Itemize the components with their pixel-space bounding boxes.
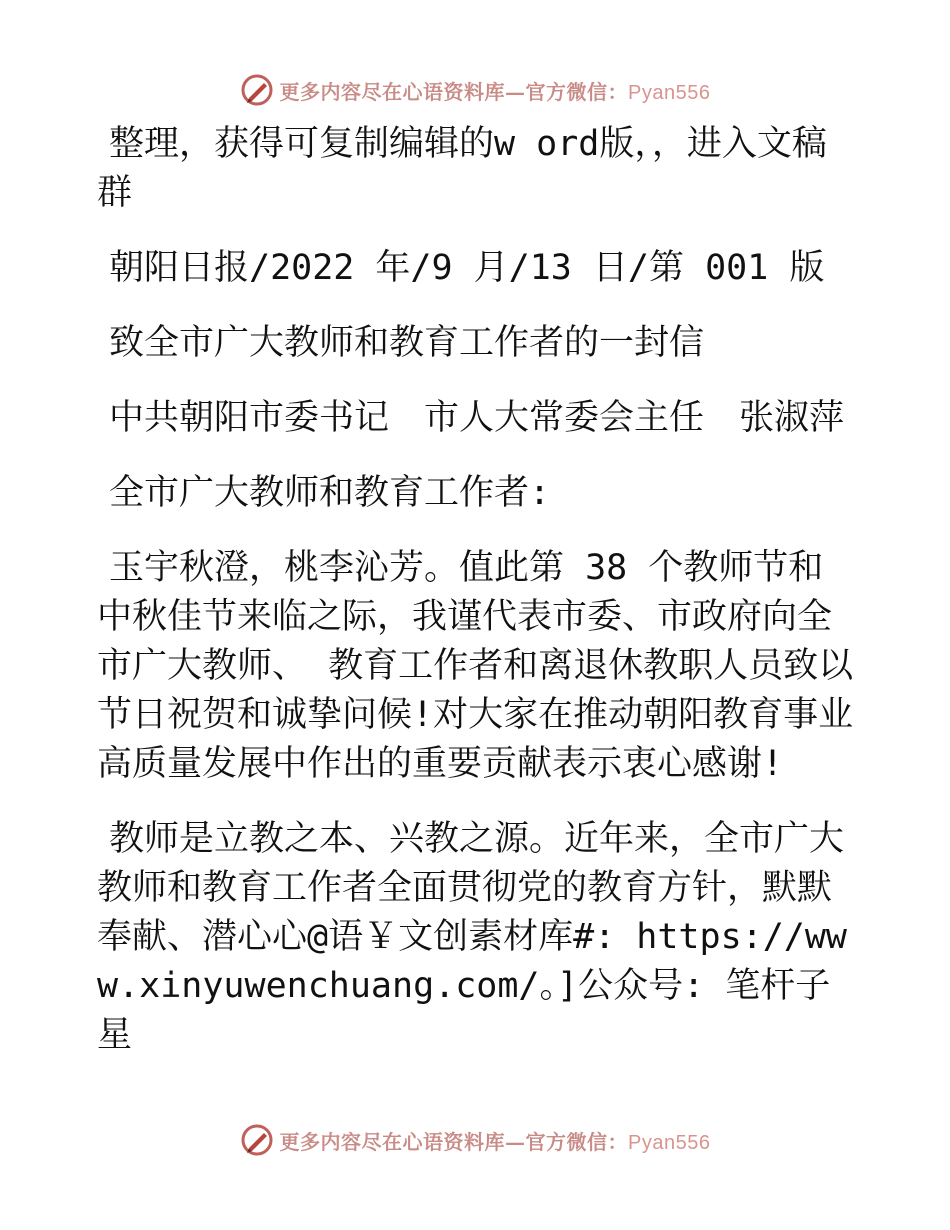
paragraph-source: 朝阳日报/2022 年/9 月/13 日/第 001 版 <box>109 248 825 288</box>
banner-text: 更多内容尽在心语资料库—官方微信：Pyan556 <box>279 79 711 104</box>
paragraph-body-1: 玉宇秋澄，桃李沁芳。值此第 38 个教师节和中秋佳节来临之际，我谨代表市委、市政府向全市广大教师、 教育工作者和离退休教职人员致以节日祝贺和诚挚问候!对大家在推动朝阳教育事业高质量发展中作出的重要贡献表示衷心感谢! <box>97 548 854 784</box>
footer-watermark-banner <box>0 1120 950 1160</box>
paragraph-salutation: 全市广大教师和教育工作者: <box>109 473 551 513</box>
banner-text: 更多内容尽在心语资料库—官方微信：Pyan556 <box>279 1129 711 1154</box>
paragraph-title: 致全市广大教师和教育工作者的一封信 <box>109 323 705 363</box>
paragraph-body-2: 教师是立教之本、兴教之源。近年来，全市广大教师和教育工作者全面贯彻党的教育方针，默默奉献、潜心心@语￥文创素材库#: https://www.xinyuwenchuang.com/。]公众号: 笔杆子星 <box>97 819 848 1055</box>
header-watermark-banner <box>0 70 950 110</box>
paragraph-intro: 整理，获得可复制编辑的w ord版，，进入文稿群 <box>97 124 827 213</box>
pen-logo-icon <box>240 1123 274 1157</box>
paragraph-author: 中共朝阳市委书记 市人大常委会主任 张淑萍 <box>109 398 845 438</box>
document-body <box>97 120 857 1086</box>
pen-logo-icon <box>240 73 274 107</box>
